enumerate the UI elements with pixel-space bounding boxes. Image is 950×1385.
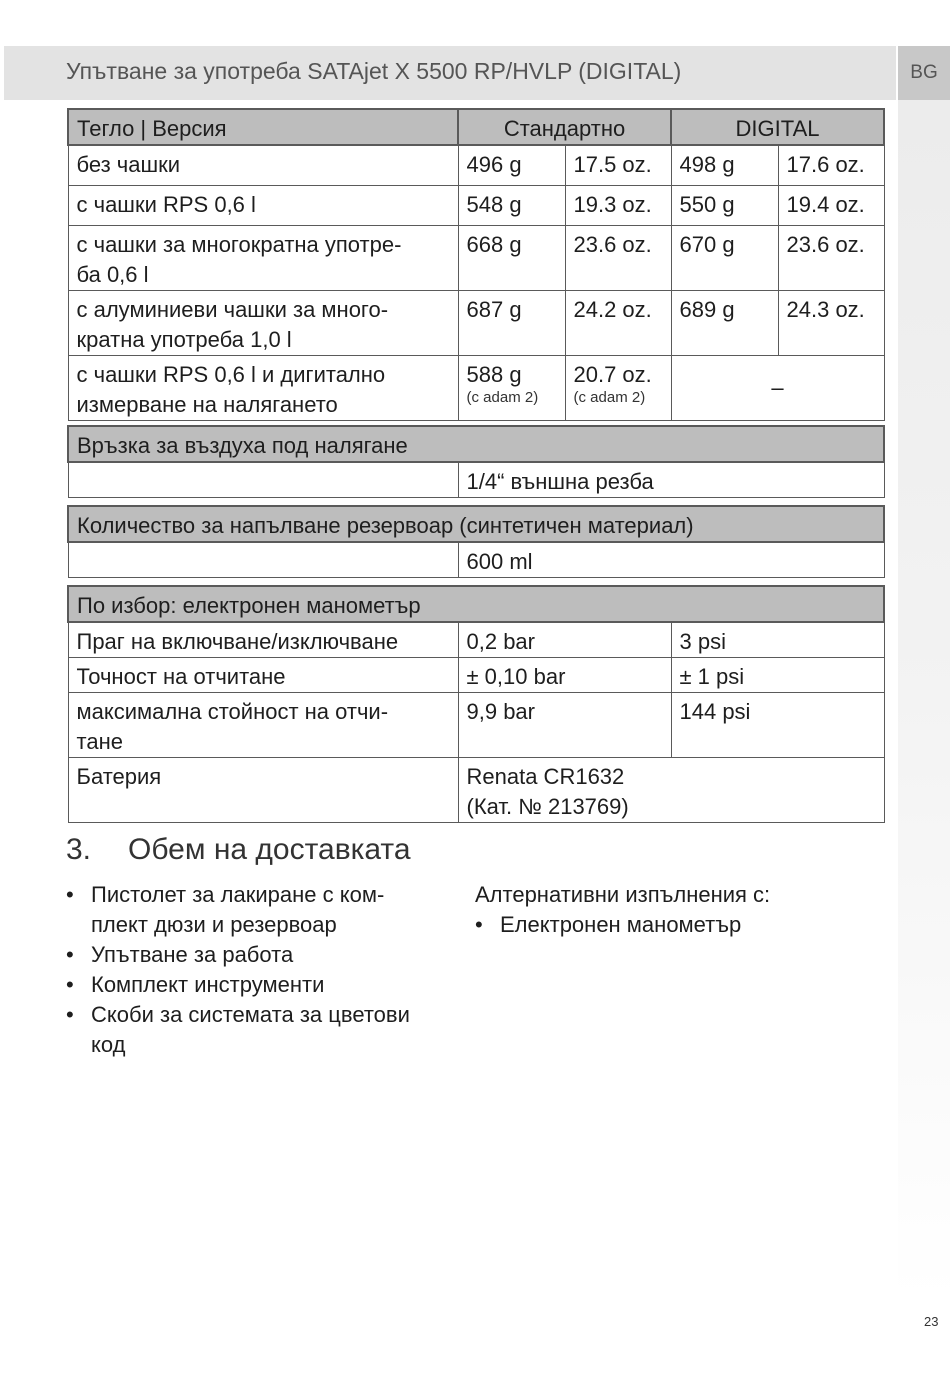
cell-psi: 3 psi	[671, 622, 884, 658]
battery-catalog-number: (Кат. № 213769)	[466, 794, 629, 819]
row-label-line-2: тане	[76, 729, 123, 754]
cell-psi: ± 1 psi	[671, 658, 884, 693]
section-number: 3.	[66, 833, 92, 866]
battery-label: Батерия	[68, 758, 458, 823]
cell-std-ounces: 17.5 oz.	[565, 145, 671, 185]
list-item	[66, 1000, 466, 1060]
row-label-line-2: измерване на налягането	[76, 391, 338, 417]
cell-digital-grams: 689 g	[671, 290, 778, 355]
row-label: без чашки	[68, 145, 458, 185]
weight-table	[67, 108, 885, 421]
table-header-weight-version: Тегло | Версия	[68, 109, 458, 145]
page-number: 23	[924, 1314, 939, 1329]
list-item	[66, 880, 466, 940]
row-label-line-1: максимална стойност на отчи-	[76, 699, 389, 724]
row-label-line-1: с чашки за многократна употре-	[76, 231, 402, 257]
table-row	[68, 622, 884, 658]
row-label-line-1: с алуминиеви чашки за много-	[76, 296, 389, 322]
row-label	[68, 290, 458, 355]
cell-digital-grams: 550 g	[671, 185, 778, 225]
cell-std-ounces: 23.6 oz.	[565, 225, 671, 290]
row-label-line-2: ба 0,6 l	[76, 261, 149, 287]
alternative-list	[475, 910, 875, 940]
air-connection-title: Връзка за въздуха под налягане	[68, 426, 884, 462]
cell-std-grams	[458, 355, 565, 420]
table-row	[68, 185, 884, 225]
air-connection-table	[67, 425, 885, 498]
cell-digital-ounces: 23.6 oz.	[778, 225, 884, 290]
table-row	[68, 290, 884, 355]
section-heading	[66, 833, 411, 867]
row-label: с чашки RPS 0,6 l	[68, 185, 458, 225]
gauge-title: По избор: електронен манометър	[68, 586, 884, 622]
language-tab: BG	[898, 46, 950, 100]
empty-cell	[68, 462, 458, 498]
battery-value	[458, 758, 884, 823]
value-note: (с adam 2)	[466, 388, 539, 406]
cell-bar: ± 0,10 bar	[458, 658, 671, 693]
row-label-line-1: с чашки RPS 0,6 l и дигитално	[76, 361, 386, 387]
list-item-line-1: Пистолет за лакиране с ком-	[91, 882, 385, 907]
list-item: • Упътване за работа	[66, 940, 466, 970]
row-label: Точност на отчитане	[68, 658, 458, 693]
empty-cell	[68, 542, 458, 578]
cell-digital-na: –	[671, 355, 884, 420]
list-item-line-1: Скоби за системата за цветови	[91, 1002, 410, 1027]
row-label-line-2: кратна употреба 1,0 l	[76, 326, 292, 352]
cell-psi: 144 psi	[671, 693, 884, 758]
list-item: • Комплект инструменти	[66, 970, 466, 1000]
delivery-list	[66, 880, 466, 1060]
cup-capacity-value: 600 ml	[458, 542, 884, 578]
battery-model: Renata CR1632	[466, 764, 625, 789]
cell-bar: 0,2 bar	[458, 622, 671, 658]
table-row	[68, 693, 884, 758]
cell-std-ounces: 24.2 oz.	[565, 290, 671, 355]
table-row	[68, 758, 884, 823]
cell-digital-grams: 670 g	[671, 225, 778, 290]
row-label	[68, 355, 458, 420]
gauge-table	[67, 585, 885, 823]
side-margin-strip	[898, 100, 950, 1300]
cell-std-grams: 687 g	[458, 290, 565, 355]
cell-digital-ounces: 19.4 oz.	[778, 185, 884, 225]
table-header-digital: DIGITAL	[671, 109, 884, 145]
cell-std-ounces	[565, 355, 671, 420]
table-row	[68, 658, 884, 693]
value-grams: 588 g	[466, 361, 522, 387]
cell-std-grams: 548 g	[458, 185, 565, 225]
table-row	[68, 145, 884, 185]
cell-std-grams: 496 g	[458, 145, 565, 185]
cell-std-grams: 668 g	[458, 225, 565, 290]
table-header-standard: Стандартно	[458, 109, 671, 145]
cell-digital-ounces: 17.6 oz.	[778, 145, 884, 185]
table-row	[68, 355, 884, 420]
list-item-line-2: код	[91, 1032, 126, 1057]
cell-digital-ounces: 24.3 oz.	[778, 290, 884, 355]
document-title: Упътване за употреба SATAjet X 5500 RP/HVLP (DIGITAL)	[66, 58, 682, 84]
table-row	[68, 225, 884, 290]
section-title: Обем на доставката	[128, 833, 411, 866]
value-note: (с adam 2)	[573, 388, 646, 406]
list-item: • Електронен манометър	[475, 910, 875, 940]
list-item-line-2: плект дюзи и резервоар	[91, 912, 337, 937]
row-label	[68, 225, 458, 290]
alternative-versions-title: Алтернативни изпълнения с:	[475, 882, 771, 907]
cup-capacity-title: Количество за напълване резервоар (синтетичен материал)	[68, 506, 884, 542]
value-ounces: 20.7 oz.	[573, 361, 652, 387]
row-label	[68, 693, 458, 758]
row-label: Праг на включване/изключване	[68, 622, 458, 658]
air-connection-value: 1/4“ външна резба	[458, 462, 884, 498]
cell-digital-grams: 498 g	[671, 145, 778, 185]
cup-capacity-table	[67, 505, 885, 578]
cell-bar: 9,9 bar	[458, 693, 671, 758]
cell-std-ounces: 19.3 oz.	[565, 185, 671, 225]
